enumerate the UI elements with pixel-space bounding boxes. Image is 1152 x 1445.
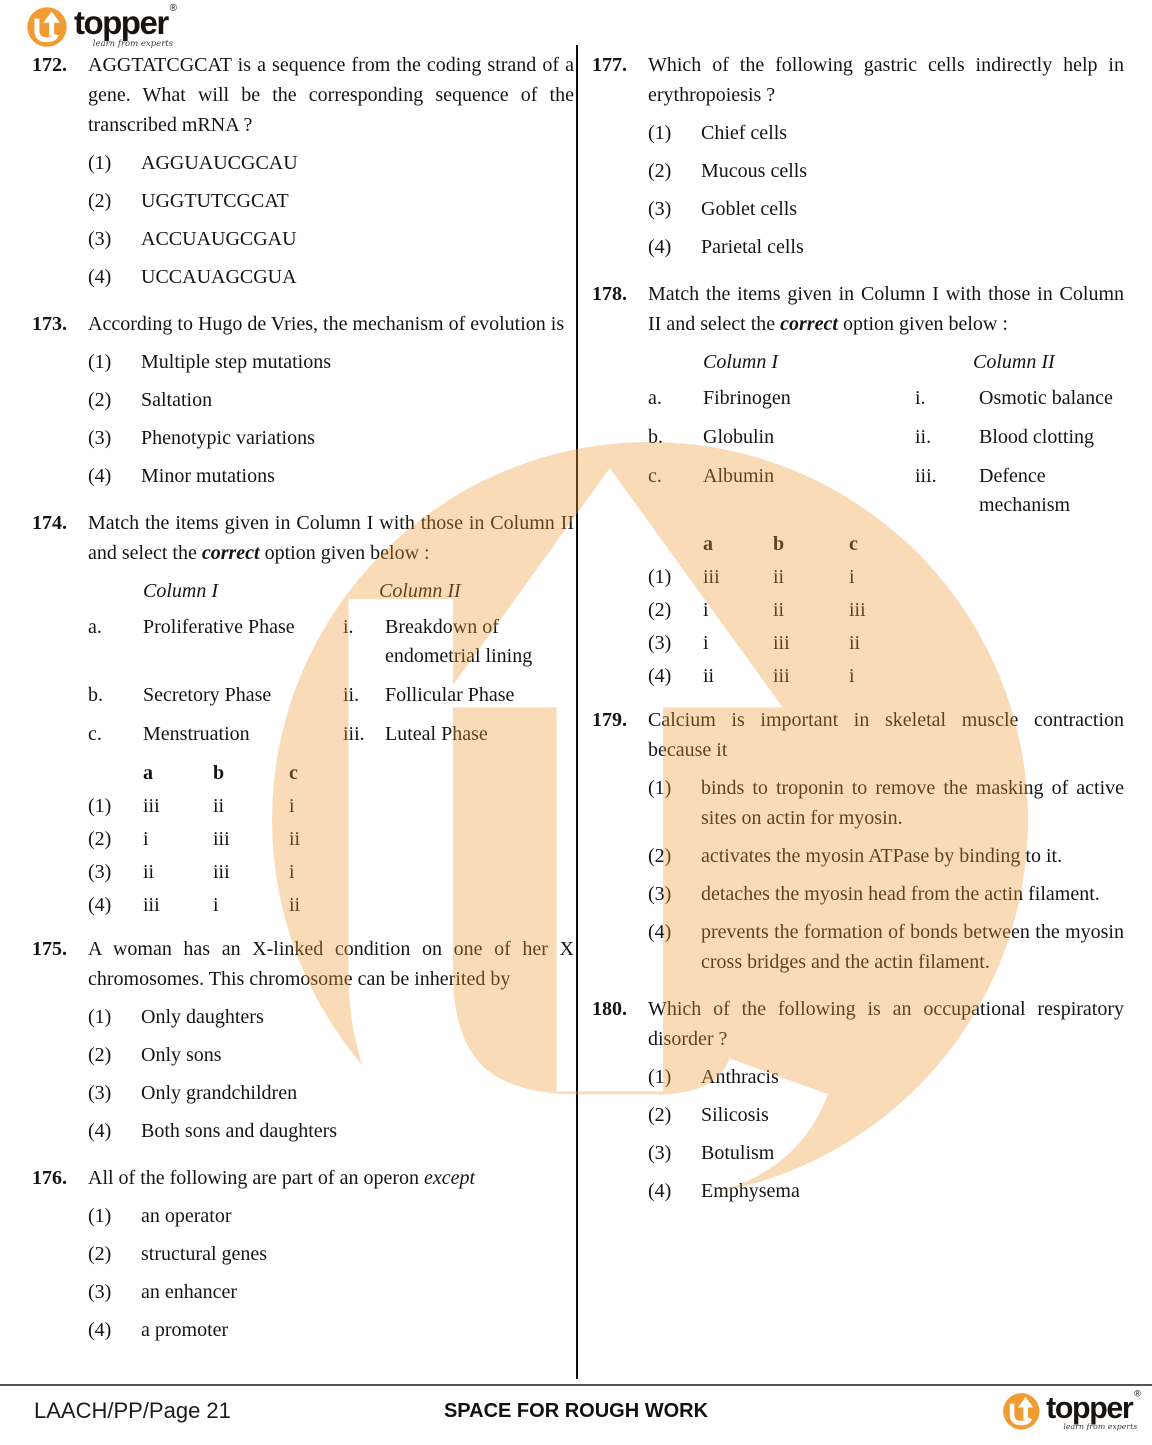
match-intro-correct: correct: [201, 542, 260, 564]
match-left-text: Proliferative Phase: [143, 616, 295, 638]
brand-logo-footer: [1002, 1389, 1141, 1432]
question-text: AGGTATCGCAT is a sequence from the coding strand of a gene. What will be the corresponding sequence of the transcribed mRNA ?: [88, 54, 574, 136]
match-intro-post: option given below :: [259, 542, 430, 564]
option-label: (4): [88, 1120, 112, 1142]
option-text: activates the myosin ATPase by binding to it.: [701, 845, 1063, 867]
option: [648, 1138, 1124, 1168]
option: [88, 224, 574, 254]
abc-header: [648, 533, 1124, 556]
match-right-text: Defence mechanism: [979, 465, 1071, 516]
option-label: (3): [88, 427, 112, 449]
question-number: 180.: [592, 998, 627, 1020]
choice-b: iii: [213, 861, 230, 883]
option: [648, 194, 1124, 224]
choice-a: iii: [703, 566, 720, 588]
option-label: (1): [88, 351, 112, 373]
option-label: (3): [88, 1082, 112, 1104]
footer-page-code: LAACH/PP/Page 21: [34, 1398, 231, 1423]
right-column: [592, 50, 1124, 1223]
abc-b: b: [213, 762, 225, 784]
choice-row: [648, 665, 1124, 688]
registered-mark: ®: [1134, 1389, 1141, 1400]
choice-a: iii: [143, 795, 160, 817]
option: [88, 385, 574, 415]
match-left-text: Albumin: [703, 465, 775, 487]
option-label: (3): [88, 228, 112, 250]
option-text: UCCAUAGCGUA: [141, 266, 297, 288]
match-intro-post: option given below :: [837, 313, 1008, 335]
option-label: (1): [648, 777, 672, 799]
choice-b: ii: [773, 599, 785, 621]
match-right-text: Luteal Phase: [385, 723, 488, 745]
question-172: [32, 50, 574, 292]
question-176: [32, 1163, 574, 1345]
option-label: (1): [648, 122, 672, 144]
question-number: 179.: [592, 709, 627, 731]
choice-a: i: [703, 599, 709, 621]
choice-row: [648, 566, 1124, 589]
option-text: Goblet cells: [701, 198, 798, 220]
choice-a: ii: [703, 665, 715, 687]
match-right-text: Follicular Phase: [385, 684, 515, 706]
abc-header: [88, 762, 574, 785]
question-text: [648, 279, 1124, 339]
match-right-text: Blood clotting: [979, 426, 1094, 448]
match-left-label: b.: [88, 684, 103, 706]
option: [88, 1116, 574, 1146]
option-label: (2): [88, 1044, 112, 1066]
option-label: (4): [88, 465, 112, 487]
question-text-italic: except: [424, 1167, 476, 1189]
abc-a: a: [703, 533, 713, 555]
column2-header: Column II: [379, 580, 461, 602]
option-text: Botulism: [701, 1142, 775, 1164]
match-right-text: Breakdown of endometrial lining: [385, 616, 533, 667]
option-text: Only sons: [141, 1044, 222, 1066]
option: [648, 1176, 1124, 1206]
option-label: (4): [648, 1180, 672, 1202]
choice-row: [88, 894, 574, 917]
column1-header: Column I: [703, 351, 778, 373]
option-label: (4): [88, 1319, 112, 1341]
option-text: Emphysema: [701, 1180, 800, 1202]
match-left-text: Globulin: [703, 426, 775, 448]
question-text: Which of the following is an occupational respiratory disorder ?: [648, 998, 1124, 1050]
question-number: 175.: [32, 938, 67, 960]
option: [88, 423, 574, 453]
option-label: (3): [88, 861, 112, 883]
choice-b: iii: [773, 665, 790, 687]
question-number: 177.: [592, 54, 627, 76]
match-left-text: Menstruation: [143, 723, 250, 745]
match-left-label: b.: [648, 426, 663, 448]
question-173: [32, 309, 574, 491]
question-text: [88, 508, 574, 568]
option: [88, 1078, 574, 1108]
choice-row: [648, 599, 1124, 622]
option-label: (2): [88, 389, 112, 411]
choice-c: ii: [289, 828, 301, 850]
option: [88, 186, 574, 216]
option: [88, 1239, 574, 1269]
option-text: Anthracis: [701, 1066, 779, 1088]
option-label: (1): [88, 1205, 112, 1227]
option-label: (1): [88, 1006, 112, 1028]
option: [88, 1277, 574, 1307]
option-label: (2): [648, 160, 672, 182]
choice-b: ii: [773, 566, 785, 588]
question-text: A woman has an X-linked condition on one of her X chromosomes. This chromosome can be inherited by: [88, 938, 574, 990]
choice-b: iii: [773, 632, 790, 654]
choice-row: [88, 861, 574, 884]
match-right-text: Osmotic balance: [979, 387, 1113, 409]
choice-c: i: [849, 566, 855, 588]
question-text: According to Hugo de Vries, the mechanism of evolution is: [88, 313, 565, 335]
choice-c: iii: [849, 599, 866, 621]
match-right-label: ii.: [343, 684, 360, 706]
question-number: 174.: [32, 512, 67, 534]
match-intro-pre: Match the items given in Column I with those in Column II and select the: [88, 512, 574, 564]
choice-b: i: [213, 894, 219, 916]
option-text: Both sons and daughters: [141, 1120, 338, 1142]
match-left-label: c.: [88, 723, 102, 745]
option-text: Only daughters: [141, 1006, 264, 1028]
match-right-label: i.: [343, 616, 354, 638]
choice-c: i: [849, 665, 855, 687]
option-label: (3): [648, 632, 672, 654]
option: [88, 1002, 574, 1032]
option: [648, 879, 1124, 909]
option-text: Mucous cells: [701, 160, 808, 182]
option-text: Parietal cells: [701, 236, 804, 258]
option-label: (2): [88, 1243, 112, 1265]
option-text: an enhancer: [141, 1281, 238, 1303]
option: [88, 1201, 574, 1231]
abc-c: c: [849, 533, 858, 555]
match-left-label: a.: [88, 616, 102, 638]
option: [88, 347, 574, 377]
choice-c: i: [289, 861, 295, 883]
choice-a: i: [143, 828, 149, 850]
footer-divider: [0, 1384, 1152, 1386]
option-label: (2): [88, 190, 112, 212]
option-text: ACCUAUGCGAU: [141, 228, 297, 250]
choice-b: iii: [213, 828, 230, 850]
question-179: [592, 705, 1124, 977]
option-label: (4): [648, 665, 672, 687]
question-177: [592, 50, 1124, 262]
question-180: [592, 994, 1124, 1206]
choice-c: ii: [289, 894, 301, 916]
choice-c: i: [289, 795, 295, 817]
brand-wordmark: topper: [1046, 1390, 1133, 1425]
option: [88, 1040, 574, 1070]
option: [648, 232, 1124, 262]
option-text: Only grandchildren: [141, 1082, 298, 1104]
utopper-icon: [26, 6, 68, 48]
choice-c: ii: [849, 632, 861, 654]
option-label: (4): [648, 921, 672, 943]
match-row: [88, 613, 574, 671]
option-label: (2): [648, 1104, 672, 1126]
question-175: [32, 934, 574, 1146]
option-text: prevents the formation of bonds between the myosin cross bridges and the actin filament.: [701, 921, 1124, 973]
option: [648, 841, 1124, 871]
option-text: Minor mutations: [141, 465, 275, 487]
option-label: (4): [88, 894, 112, 916]
option-text: structural genes: [141, 1243, 268, 1265]
option: [648, 917, 1124, 977]
option-label: (1): [648, 1066, 672, 1088]
match-left-text: Secretory Phase: [143, 684, 272, 706]
option-label: (4): [648, 236, 672, 258]
question-text: Calcium is important in skeletal muscle contraction because it: [648, 709, 1124, 761]
option-text: an operator: [141, 1205, 232, 1227]
choice-a: i: [703, 632, 709, 654]
option-label: (3): [648, 883, 672, 905]
option-label: (1): [648, 566, 672, 588]
choice-a: iii: [143, 894, 160, 916]
option-text: detaches the myosin head from the actin filament.: [701, 883, 1100, 905]
option-label: (2): [648, 599, 672, 621]
match-row: [648, 423, 1124, 452]
registered-mark: ®: [169, 3, 178, 14]
match-left-label: c.: [648, 465, 662, 487]
brand-logo-header: [26, 3, 178, 49]
option: [648, 118, 1124, 148]
option-label: (2): [88, 828, 112, 850]
question-number: 173.: [32, 313, 67, 335]
option-text: Silicosis: [701, 1104, 769, 1126]
column1-header: Column I: [143, 580, 218, 602]
option-text: binds to troponin to remove the masking of active sites on actin for myosin.: [701, 777, 1124, 829]
footer-rough-work-label: SPACE FOR ROUGH WORK: [443, 1400, 709, 1422]
match-row: [648, 384, 1124, 413]
option-label: (1): [88, 152, 112, 174]
match-row: [88, 681, 574, 710]
question-174: [32, 508, 574, 917]
abc-b: b: [773, 533, 785, 555]
match-right-label: iii.: [343, 723, 365, 745]
question-text: Which of the following gastric cells indirectly help in erythropoiesis ?: [648, 54, 1124, 106]
choice-row: [88, 828, 574, 851]
option-text: Saltation: [141, 389, 213, 411]
question-text: [88, 1163, 574, 1193]
option: [88, 148, 574, 178]
option-text: a promoter: [141, 1319, 229, 1341]
question-text-pre: All of the following are part of an operon: [88, 1167, 425, 1189]
option: [88, 1315, 574, 1345]
question-178: [592, 279, 1124, 688]
question-number: 178.: [592, 283, 627, 305]
option-label: (3): [648, 1142, 672, 1164]
match-intro-pre: Match the items given in Column I with those in Column II and select the: [648, 283, 1124, 335]
option-text: Phenotypic variations: [141, 427, 315, 449]
column-divider: [576, 45, 578, 1379]
match-row: [88, 720, 574, 749]
option-label: (1): [88, 795, 112, 817]
match-right-label: ii.: [915, 426, 932, 448]
option: [88, 461, 574, 491]
question-number: 172.: [32, 54, 67, 76]
option-label: (3): [88, 1281, 112, 1303]
left-column: [32, 50, 574, 1362]
option-label: (2): [648, 845, 672, 867]
option: [648, 156, 1124, 186]
option: [648, 773, 1124, 833]
match-column-headers: [88, 580, 574, 603]
match-right-label: iii.: [915, 465, 937, 487]
choice-b: ii: [213, 795, 225, 817]
option: [648, 1100, 1124, 1130]
option-label: (4): [88, 266, 112, 288]
match-column-headers: [648, 351, 1124, 374]
brand-wordmark: topper: [74, 4, 168, 41]
option-text: AGGUAUCGCAU: [141, 152, 298, 174]
match-left-label: a.: [648, 387, 662, 409]
column2-header: Column II: [973, 351, 1055, 373]
choice-row: [88, 795, 574, 818]
option-text: Multiple step mutations: [141, 351, 331, 373]
abc-c: c: [289, 762, 298, 784]
option-label: (3): [648, 198, 672, 220]
match-row: [648, 462, 1124, 520]
question-number: 176.: [32, 1167, 67, 1189]
choice-a: ii: [143, 861, 155, 883]
abc-a: a: [143, 762, 153, 784]
utopper-icon: [1002, 1392, 1041, 1431]
choice-row: [648, 632, 1124, 655]
brand-tagline: learn from experts: [92, 39, 174, 49]
option: [648, 1062, 1124, 1092]
match-right-label: i.: [915, 387, 926, 409]
match-intro-correct: correct: [780, 313, 838, 335]
match-left-text: Fibrinogen: [703, 387, 791, 409]
brand-tagline: learn from experts: [1063, 1422, 1138, 1432]
option-text: Chief cells: [701, 122, 788, 144]
option-text: UGGTUTCGCAT: [141, 190, 289, 212]
option: [88, 262, 574, 292]
